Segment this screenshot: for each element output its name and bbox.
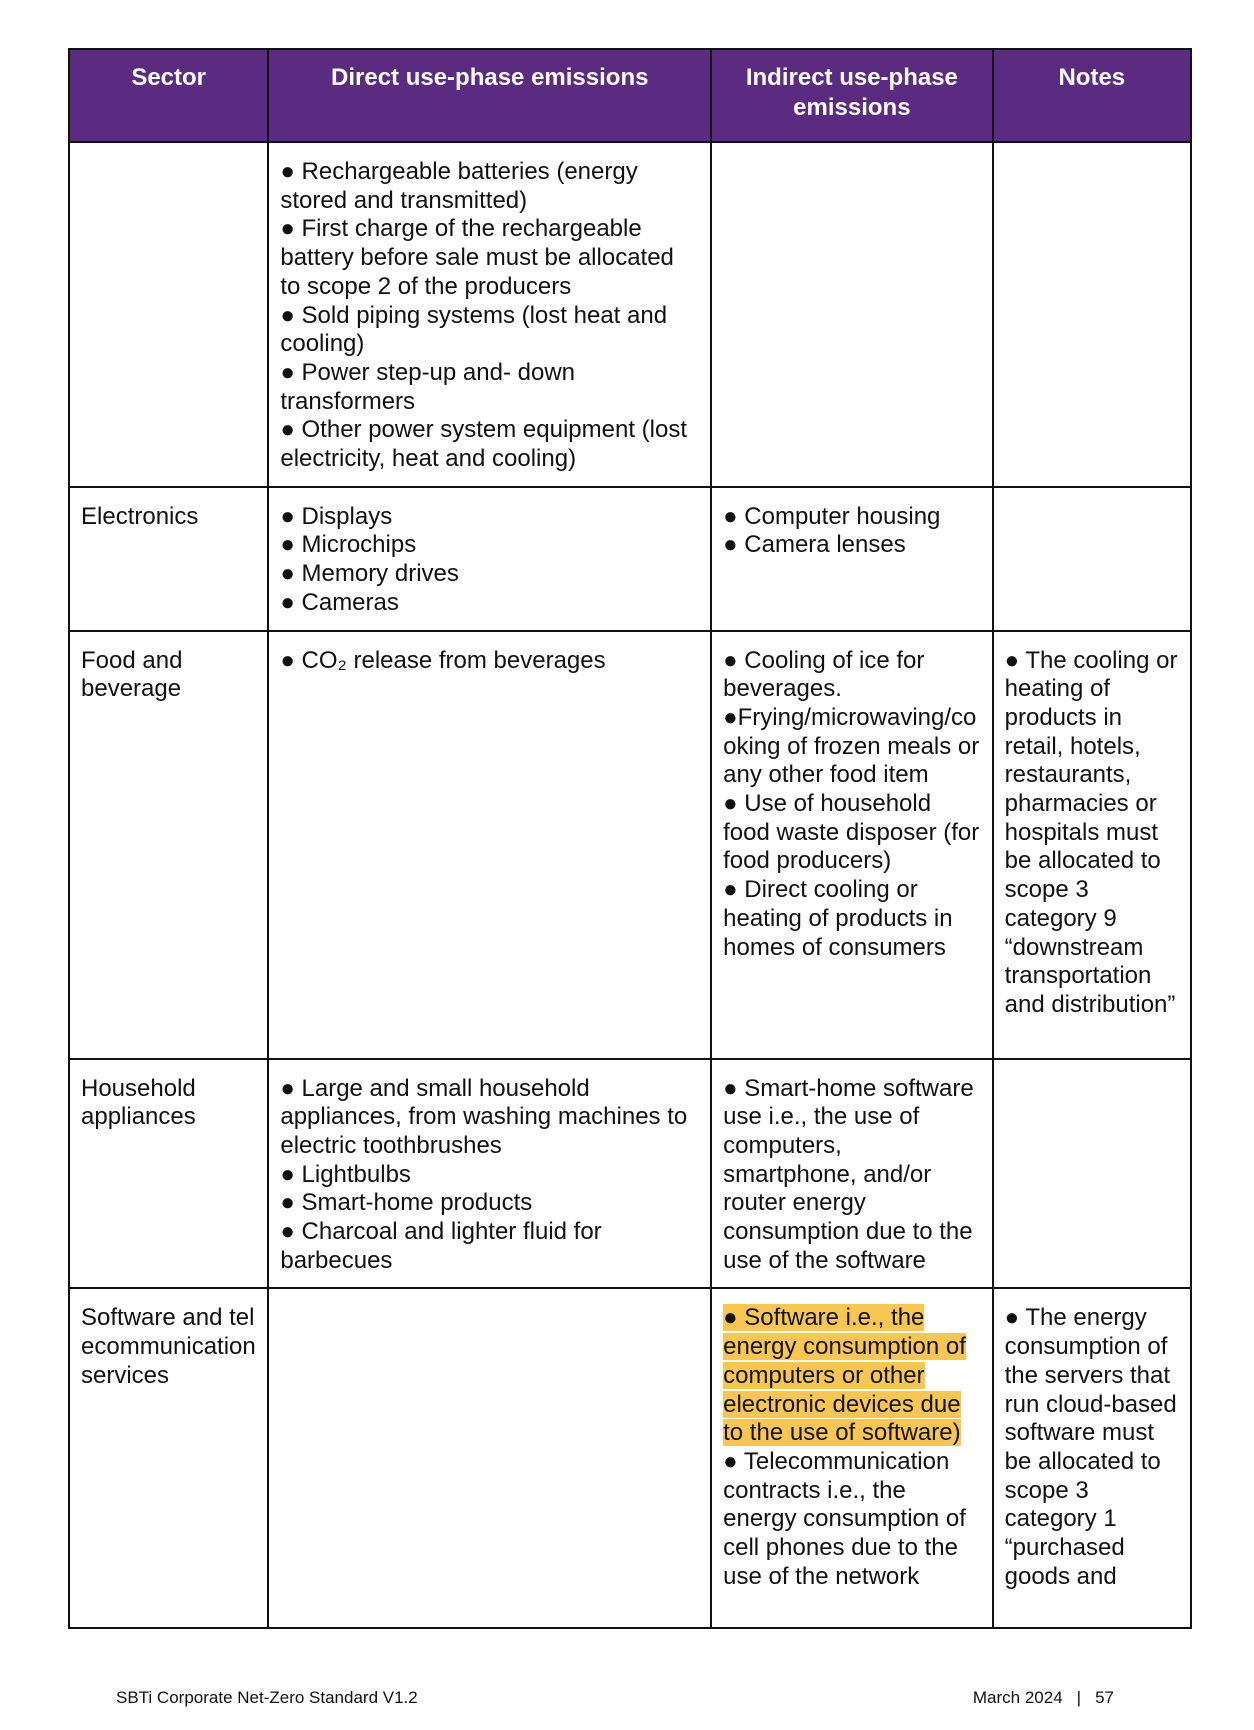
note-text: ● The cooling or heating of products in retail, hotels, restaurants, pharmacies or hospitals must be allocated to scope 3 category 9 “downstream transportation and distribution” — [1004, 646, 1178, 1018]
cell-notes — [993, 142, 1191, 487]
cell-sector: Household appliances — [69, 1059, 268, 1289]
list-item: ● First charge of the rechargeable battery before sale must be allocated to scope 2 of the producers — [280, 215, 674, 300]
table-header-row — [69, 49, 1191, 142]
list-item: ● Charcoal and lighter fluid for barbecues — [280, 1218, 602, 1274]
cell-indirect — [711, 487, 993, 631]
emissions-table — [68, 48, 1192, 1629]
table-row — [69, 487, 1191, 631]
table-row — [69, 1288, 1191, 1628]
cell-direct — [268, 1059, 711, 1289]
list-item: ● Displays — [280, 502, 393, 530]
cell-notes — [993, 631, 1191, 1059]
cell-notes — [993, 487, 1191, 631]
header-notes: Notes — [993, 49, 1191, 142]
table-row — [69, 142, 1191, 487]
list-item: ● Sold piping systems (lost heat and cooling) — [280, 301, 668, 358]
cell-notes — [993, 1059, 1191, 1289]
list-item: ● Camera lenses — [723, 531, 906, 559]
cell-direct — [268, 631, 711, 1059]
footer-document-title: SBTi Corporate Net-Zero Standard V1.2 — [116, 1688, 418, 1707]
cell-direct — [268, 487, 711, 631]
note-text: ● The energy consumption of the servers that run cloud-based software must be allocated to scope 3 category 1 “purchased goods and — [1004, 1304, 1177, 1590]
cell-sector: Software and telecommunication services — [69, 1288, 268, 1628]
cell-direct — [268, 1288, 711, 1628]
list-item: ● Use of household food waste disposer (for food producers) — [723, 790, 980, 875]
cell-notes — [993, 1288, 1191, 1628]
list-item: ● Telecommunication contracts i.e., the energy consumption of cell phones due to the use of the network — [723, 1447, 966, 1590]
header-indirect: Indirect use-phase emissions — [711, 49, 993, 142]
list-item: ● Memory drives — [280, 560, 459, 588]
footer-separator: | — [1076, 1688, 1082, 1707]
cell-indirect — [711, 631, 993, 1059]
cell-indirect — [711, 142, 993, 487]
list-item: ● Cameras — [280, 588, 399, 616]
list-item: ● CO₂ release from beverages — [280, 646, 606, 674]
cell-sector: Electronics — [69, 487, 268, 631]
list-item-highlighted — [723, 1304, 982, 1448]
list-item: ● Other power system equipment (lost electricity, heat and cooling) — [280, 416, 687, 473]
list-item: ●Frying/microwaving/cooking of frozen meals or any other food item — [723, 703, 980, 789]
footer-date: March 2024 — [972, 1688, 1063, 1707]
list-item: ● Direct cooling or heating of products in homes of consumers — [723, 876, 953, 961]
page-number: 57 — [1095, 1688, 1114, 1707]
table-row — [69, 631, 1191, 1059]
list-item: ● Cooling of ice for beverages. — [723, 646, 925, 703]
cell-sector: Food and beverage — [69, 631, 268, 1059]
list-item: ● Rechargeable batteries (energy stored and transmitted) — [280, 158, 638, 214]
header-direct: Direct use-phase emissions — [268, 49, 711, 142]
list-item: ● Microchips — [280, 531, 417, 559]
list-item: ● Computer housing — [723, 502, 941, 530]
cell-indirect — [711, 1288, 993, 1628]
list-item: ● Large and small household appliances, from washing machines to electric toothbrushes — [280, 1074, 688, 1159]
list-item: ● Smart-home software use i.e., the use of computers, smartphone, and/or router energy consumption due to the use of the software — [723, 1074, 974, 1274]
header-sector: Sector — [69, 49, 268, 142]
cell-indirect — [711, 1059, 993, 1289]
list-item: ● Lightbulbs — [280, 1160, 411, 1188]
list-item: ● Smart-home products — [280, 1189, 533, 1217]
table-row — [69, 1059, 1191, 1289]
list-item: ● Power step-up and- down transformers — [280, 358, 575, 415]
footer-page-info — [973, 1688, 1114, 1708]
cell-sector — [69, 142, 268, 487]
cell-direct — [268, 142, 711, 487]
highlight-mark: ● Software i.e., the energy consumption of computers or other electronic devices due to the use of software) — [723, 1304, 966, 1447]
